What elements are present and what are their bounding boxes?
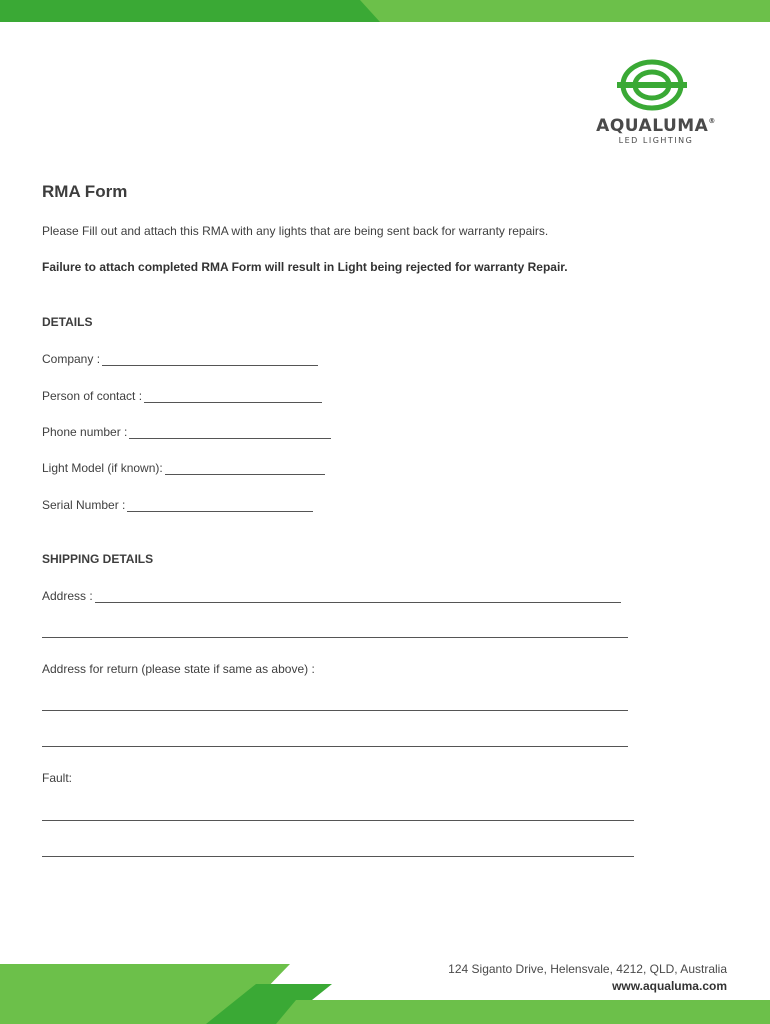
serial-field[interactable] (42, 496, 313, 512)
logo-ring-icon (617, 58, 687, 112)
model-input-line[interactable] (165, 462, 325, 475)
address-extra-line[interactable] (42, 637, 628, 638)
address-input-line[interactable] (95, 590, 621, 603)
contact-input-line[interactable] (144, 390, 322, 403)
fault-label-row (42, 769, 72, 785)
return-address-label-row (42, 660, 315, 676)
logo-wordmark: AQUALUMA® (596, 116, 716, 136)
model-field[interactable] (42, 459, 325, 475)
serial-label: Serial Number : (42, 498, 126, 512)
company-field[interactable] (42, 350, 318, 366)
logo-tagline: LED LIGHTING (618, 136, 694, 145)
top-green-bar (0, 0, 770, 22)
footer-address: 124 Siganto Drive, Helensvale, 4212, QLD, Australia (448, 962, 727, 976)
footer-website-link[interactable]: www.aqualuma.com (612, 979, 727, 993)
return-address-label: Address for return (please state if same as above) : (42, 662, 315, 676)
return-address-line-1[interactable] (42, 710, 628, 711)
contact-label: Person of contact : (42, 389, 143, 403)
contact-field[interactable] (42, 387, 322, 403)
phone-field[interactable] (42, 423, 331, 439)
fault-line-2[interactable] (42, 856, 634, 857)
phone-label: Phone number : (42, 425, 128, 439)
model-label: Light Model (if known): (42, 461, 163, 475)
fault-label: Fault: (42, 771, 73, 785)
aqualuma-logo (578, 58, 734, 150)
company-input-line[interactable] (102, 353, 318, 366)
fault-line-1[interactable] (42, 820, 634, 821)
intro-text: Please Fill out and attach this RMA with any lights that are being sent back for warranty repairs. (42, 224, 549, 238)
phone-input-line[interactable] (129, 426, 331, 439)
shipping-heading: SHIPPING DETAILS (42, 552, 154, 566)
details-heading: DETAILS (42, 315, 93, 329)
warning-text: Failure to attach completed RMA Form will result in Light being rejected for warranty Repair. (42, 260, 568, 274)
page-title: RMA Form (42, 182, 128, 201)
company-label: Company : (42, 352, 101, 366)
return-address-line-2[interactable] (42, 746, 628, 747)
address-field[interactable] (42, 587, 621, 603)
address-label: Address : (42, 589, 93, 603)
serial-input-line[interactable] (127, 499, 313, 512)
